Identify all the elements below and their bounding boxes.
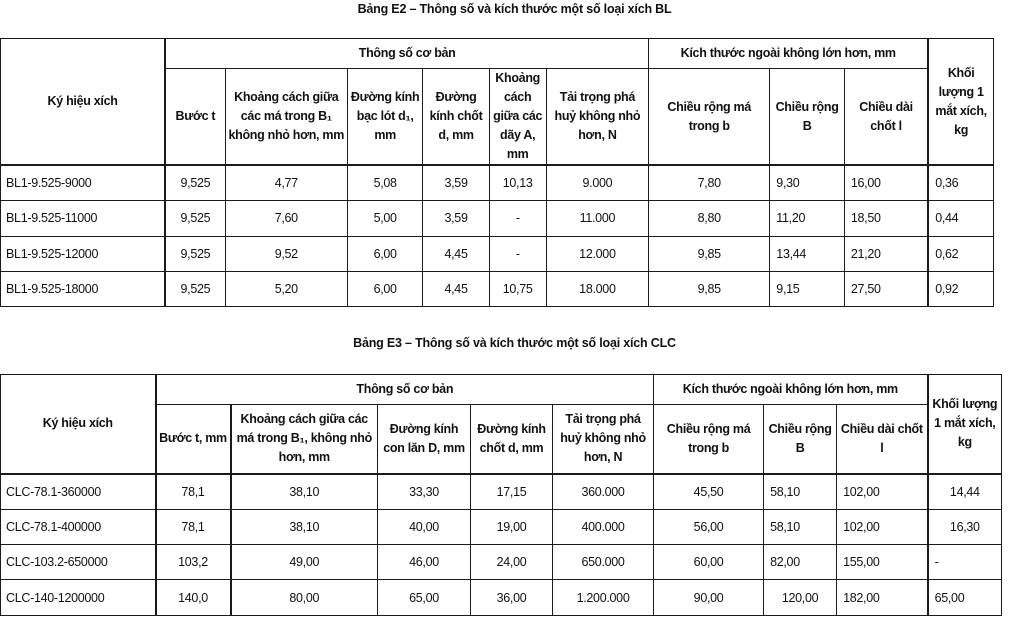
cell-symbol: CLC-103.2-650000	[1, 545, 156, 580]
cell: 16,00	[844, 165, 928, 200]
table-row	[1, 200, 994, 236]
table-row	[1, 510, 1002, 545]
cell: 58,10	[764, 510, 837, 545]
cell: 49,00	[231, 545, 378, 580]
cell: 8,80	[649, 200, 770, 236]
cell: 6,00	[347, 271, 423, 306]
cell: 3,59	[423, 200, 489, 236]
cell: 16,30	[928, 510, 1002, 545]
header-break-load: Tải trọng phá huỷ không nhỏ hơn, N	[546, 69, 649, 166]
cell: 78,1	[156, 474, 231, 510]
cell: 12.000	[546, 236, 649, 271]
header-pin-length: Chiều dài chốt l	[844, 69, 928, 166]
cell: 90,00	[654, 580, 764, 616]
cell: 18.000	[546, 271, 649, 306]
cell: 65,00	[928, 580, 1002, 616]
cell: 45,50	[654, 474, 764, 510]
cell: 0,92	[928, 271, 993, 306]
header-mass: Khối lượng 1 mắt xích, kg	[928, 375, 1002, 474]
cell: 4,45	[423, 271, 489, 306]
cell: -	[489, 236, 546, 271]
cell: 3,59	[423, 165, 489, 200]
header-group-outer: Kích thước ngoài không lớn hơn, mm	[654, 375, 928, 405]
cell: 5,20	[225, 271, 347, 306]
cell: 19,00	[471, 510, 553, 545]
header-width: Chiều rộng B	[770, 69, 845, 166]
cell: 9,15	[770, 271, 845, 306]
cell: 650.000	[553, 545, 654, 580]
cell: 140,0	[156, 580, 231, 616]
cell: 65,00	[378, 580, 471, 616]
cell: -	[489, 200, 546, 236]
cell-symbol: BL1-9.525-11000	[1, 200, 166, 236]
cell: 9,525	[165, 236, 225, 271]
table-row	[1, 271, 994, 306]
cell: 6,00	[347, 236, 423, 271]
cell: 9,525	[165, 165, 225, 200]
table-row	[1, 545, 1002, 580]
cell: 27,50	[844, 271, 928, 306]
header-bush-diameter: Đường kính bạc lót d₁, mm	[347, 69, 423, 166]
cell: 182,00	[837, 580, 928, 616]
cell: 0,36	[928, 165, 993, 200]
cell: 155,00	[837, 545, 928, 580]
cell: 58,10	[764, 474, 837, 510]
header-inner-gap: Khoảng cách giữa các má trong B₁ không nhỏ hơn, mm	[225, 69, 347, 166]
cell: 360.000	[553, 474, 654, 510]
cell: 21,20	[844, 236, 928, 271]
header-group-basic: Thông số cơ bản	[156, 375, 654, 405]
cell: 17,15	[471, 474, 553, 510]
header-pin-length: Chiều dài chốt l	[837, 405, 928, 474]
cell: 11.000	[546, 200, 649, 236]
cell: 82,00	[764, 545, 837, 580]
header-mass: Khối lượng 1 mắt xích, kg	[928, 39, 993, 166]
cell-symbol: CLC-140-1200000	[1, 580, 156, 616]
cell: 24,00	[471, 545, 553, 580]
table-row	[1, 580, 1002, 616]
cell-symbol: BL1-9.525-12000	[1, 236, 166, 271]
cell: 9,85	[649, 236, 770, 271]
header-group-outer: Kích thước ngoài không lớn hơn, mm	[649, 39, 929, 69]
cell: 102,00	[837, 510, 928, 545]
cell: 33,30	[378, 474, 471, 510]
cell: 9,525	[165, 200, 225, 236]
table-row	[1, 165, 994, 200]
cell: 103,2	[156, 545, 231, 580]
cell-symbol: BL1-9.525-9000	[1, 165, 166, 200]
cell: 38,10	[231, 510, 378, 545]
table-e2	[0, 38, 994, 307]
cell: 13,44	[770, 236, 845, 271]
cell-symbol: CLC-78.1-400000	[1, 510, 156, 545]
cell: 102,00	[837, 474, 928, 510]
header-inner-width: Chiều rộng má trong b	[654, 405, 764, 474]
header-width: Chiều rộng B	[764, 405, 837, 474]
cell: 4,77	[225, 165, 347, 200]
header-symbol: Ký hiệu xích	[1, 39, 166, 166]
cell: 14,44	[928, 474, 1002, 510]
header-roller-diameter: Đường kính con lăn D, mm	[378, 405, 471, 474]
header-strand-gap: Khoảng cách giữa các dãy A, mm	[489, 69, 546, 166]
header-inner-width: Chiều rộng má trong b	[649, 69, 770, 166]
cell-symbol: CLC-78.1-360000	[1, 474, 156, 510]
cell: 7,60	[225, 200, 347, 236]
table-e3	[0, 374, 1002, 616]
cell: 18,50	[844, 200, 928, 236]
cell: 0,62	[928, 236, 993, 271]
cell: 10,13	[489, 165, 546, 200]
cell: 60,00	[654, 545, 764, 580]
cell: 40,00	[378, 510, 471, 545]
cell: 80,00	[231, 580, 378, 616]
header-break-load: Tải trọng phá huỷ không nhỏ hơn, N	[553, 405, 654, 474]
header-pin-diameter: Đường kính chốt d, mm	[423, 69, 489, 166]
table-e3-caption: Bảng E3 – Thông số và kích thước một số loại xích CLC	[353, 336, 676, 350]
cell: 5,00	[347, 200, 423, 236]
cell: 7,80	[649, 165, 770, 200]
table-e2-caption: Bảng E2 – Thông số và kích thước một số loại xích BL	[357, 2, 672, 16]
header-pin-diameter: Đường kính chốt d, mm	[471, 405, 553, 474]
cell: 36,00	[471, 580, 553, 616]
cell: 120,00	[764, 580, 837, 616]
header-pitch: Bước t	[165, 69, 225, 166]
table-row	[1, 236, 994, 271]
cell: 1.200.000	[553, 580, 654, 616]
cell: 78,1	[156, 510, 231, 545]
cell: 9.000	[546, 165, 649, 200]
cell: 9,52	[225, 236, 347, 271]
header-inner-gap: Khoảng cách giữa các má trong B₁, không nhỏ hơn, mm	[231, 405, 378, 474]
header-symbol: Ký hiệu xích	[1, 375, 156, 474]
cell: 46,00	[378, 545, 471, 580]
cell: 56,00	[654, 510, 764, 545]
cell: 5,08	[347, 165, 423, 200]
header-group-basic: Thông số cơ bản	[165, 39, 649, 69]
cell: 9,85	[649, 271, 770, 306]
cell: 9,525	[165, 271, 225, 306]
cell: 400.000	[553, 510, 654, 545]
cell: 0,44	[928, 200, 993, 236]
cell: 38,10	[231, 474, 378, 510]
cell-symbol: BL1-9.525-18000	[1, 271, 166, 306]
header-pitch: Bước t, mm	[156, 405, 231, 474]
cell: 10,75	[489, 271, 546, 306]
cell: 9,30	[770, 165, 845, 200]
table-row	[1, 474, 1002, 510]
cell: 11,20	[770, 200, 845, 236]
cell: 4,45	[423, 236, 489, 271]
cell: -	[928, 545, 1002, 580]
